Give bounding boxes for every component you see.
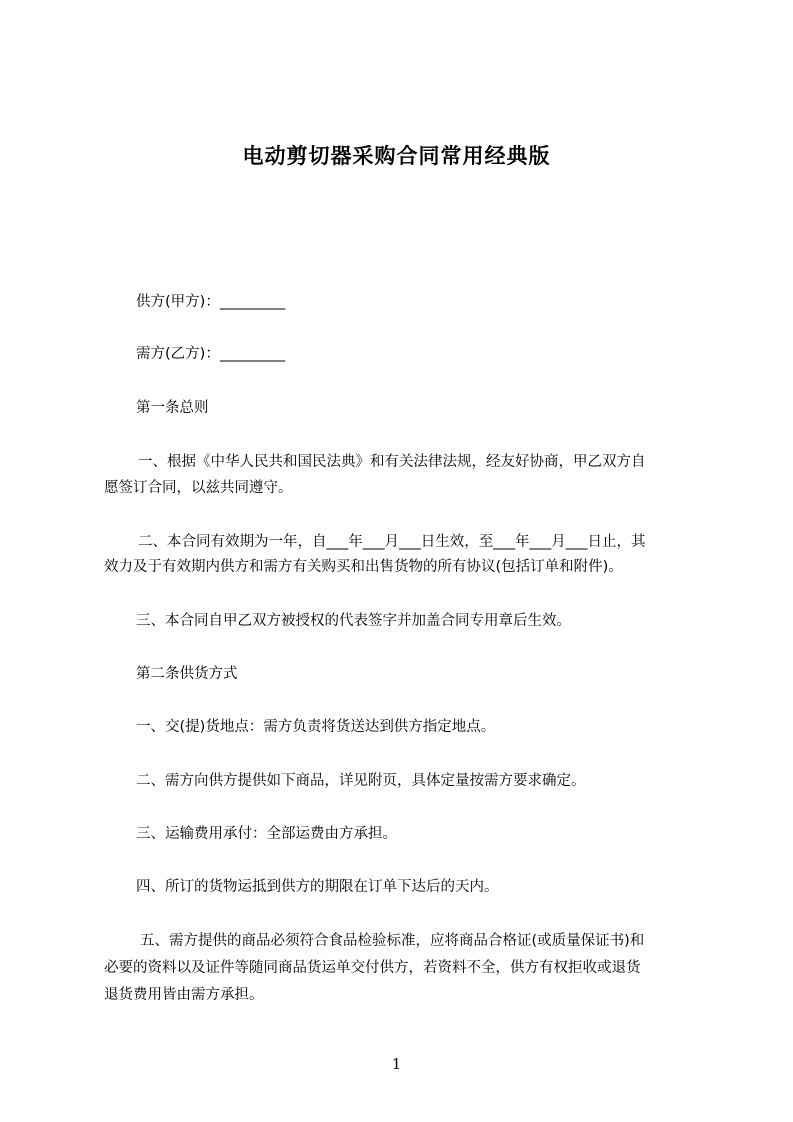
clause-2-1: 一、交(提)货地点：需方负责将货送达到供方指定地点。 bbox=[136, 719, 496, 735]
supplier-party-line: 供方(甲方)：_________ bbox=[136, 294, 286, 310]
article-2-heading: 第二条供货方式 bbox=[136, 666, 238, 682]
clause-2-4: 四、所订的货物运抵到供方的期限在订单下达后的天内。 bbox=[136, 879, 499, 895]
buyer-party-line: 需方(乙方)：_________ bbox=[136, 346, 286, 362]
clause-1-1-line-1: 一、根据《中华人民共和国民法典》和有关法律法规，经友好协商，甲乙双方自 bbox=[138, 454, 646, 470]
clause-2-5-line-1: 五、需方提供的商品必须符合食品检验标准，应将商品合格证(或质量保证书)和 bbox=[140, 933, 645, 949]
article-1-heading: 第一条总则 bbox=[136, 400, 209, 416]
document-title: 电动剪切器采购合同常用经典版 bbox=[242, 144, 551, 168]
clause-1-2-line-1: 二、本合同有效期为一年，自___年___月___日生效，至___年___月___日止，其 bbox=[138, 534, 646, 550]
clause-2-3: 三、运输费用承付：全部运费由方承担。 bbox=[136, 826, 397, 842]
clause-2-2: 二、需方向供方提供如下商品，详见附页，具体定量按需方要求确定。 bbox=[136, 773, 586, 789]
page-number: 1 bbox=[391, 1055, 402, 1073]
clause-1-1-line-2: 愿签订合同，以兹共同遵守。 bbox=[104, 480, 293, 496]
clause-2-5-line-2: 必要的资料以及证件等随同商品货运单交付供方，若资料不全，供方有权拒收或退货 bbox=[104, 960, 641, 976]
clause-1-2-line-2: 效力及于有效期内供方和需方有关购买和出售货物的所有协议(包括订单和附件)。 bbox=[104, 559, 623, 575]
clause-1-3: 三、本合同自甲乙双方被授权的代表签字并加盖合同专用章后生效。 bbox=[136, 613, 571, 629]
clause-2-5-line-3: 退货费用皆由需方承担。 bbox=[104, 987, 264, 1003]
